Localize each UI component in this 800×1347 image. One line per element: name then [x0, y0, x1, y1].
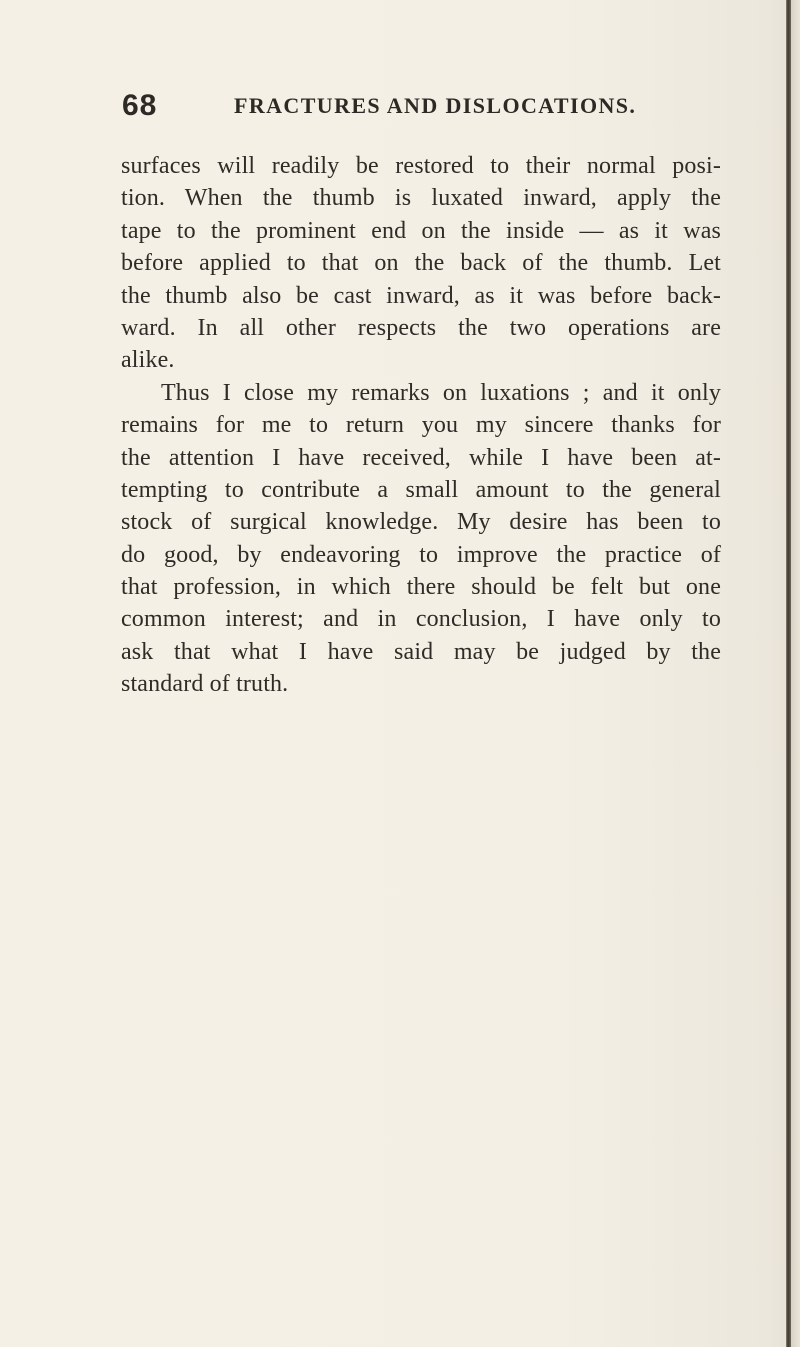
page-number: 68: [122, 89, 158, 122]
text-line: common interest; and in conclusion, I have only to: [121, 606, 721, 633]
body-text: [121, 150, 721, 701]
text-line: ask that what I have said may be judged by the: [121, 638, 721, 665]
text-line: stock of surgical knowledge. My desire has been to: [121, 509, 721, 536]
text-line: ward. In all other respects the two operations are: [121, 314, 721, 341]
text-line: do good, by endeavoring to improve the practice of: [121, 541, 721, 568]
text-line: tape to the prominent end on the inside — as it was: [121, 217, 721, 244]
text-line: tion. When the thumb is luxated inward, apply the: [121, 185, 721, 212]
text-line: surfaces will readily be restored to their normal posi-: [121, 153, 721, 179]
paragraph-1: [121, 150, 721, 377]
text-line: standard of truth.: [121, 671, 289, 698]
text-line: the thumb also be cast inward, as it was before back-: [121, 282, 721, 309]
text-line: Thus I close my remarks on luxations ; and it only: [161, 379, 721, 406]
text-line: the attention I have received, while I have been at-: [121, 444, 721, 471]
paragraph-2: [121, 377, 721, 701]
text-line: tempting to contribute a small amount to the general: [121, 476, 721, 503]
text-line: alike.: [121, 347, 175, 374]
text-line: before applied to that on the back of the thumb. Let: [121, 250, 721, 277]
text-line: remains for me to return you my sincere thanks for: [121, 412, 721, 439]
running-head: FRACTURES AND DISLOCATIONS.: [234, 93, 637, 118]
text-line: that profession, in which there should be felt but one: [121, 574, 721, 601]
page-edge-shadow: [791, 0, 800, 1347]
page-header: [122, 85, 722, 125]
